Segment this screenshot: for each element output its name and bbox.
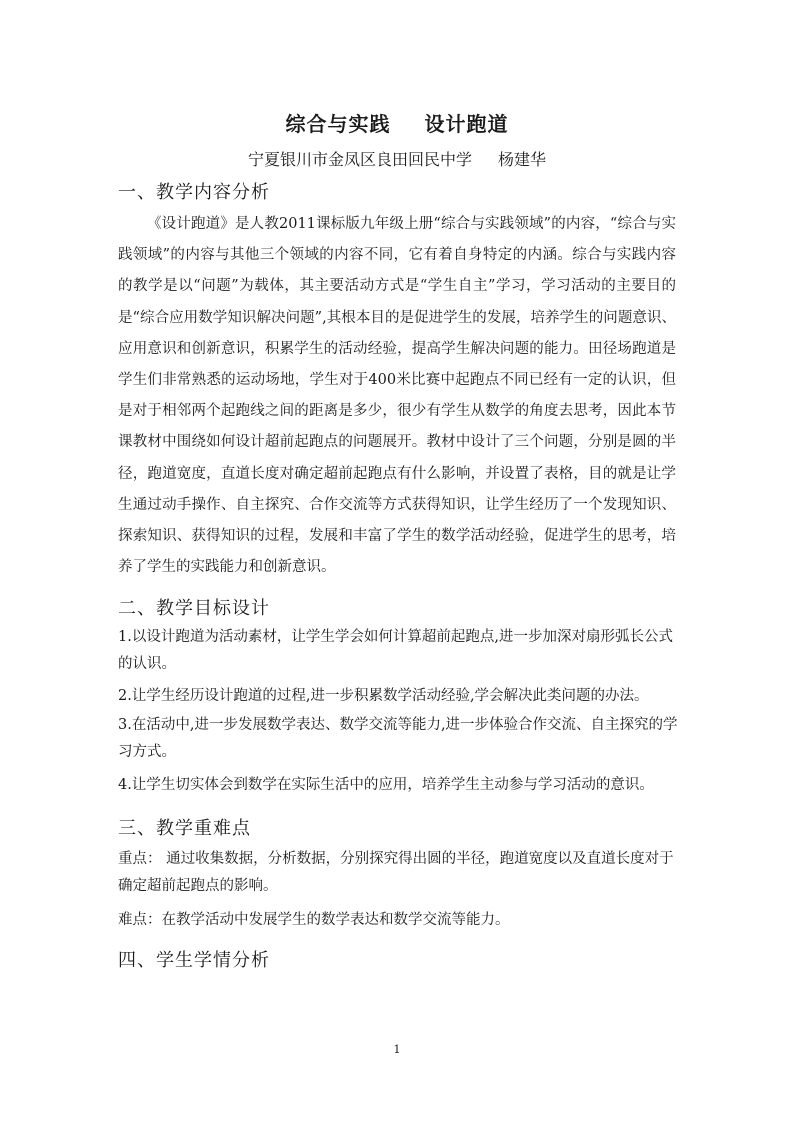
key-point: 重点： 通过收集数据，分析数据，分别探究得出圆的半径，跑道宽度以及直道长度对于确定超前起跑点的影响。 [118, 851, 674, 894]
difficult-point: 难点：在教学活动中发展学生的数学表达和数学交流等能力。 [118, 912, 510, 928]
section-1-body: 《设计跑道》是人教2011课标版九年级上册“综合与实践领域”的内容，“综合与实践领域”的内容与其他三个领域的内容不同，它有着自身特定的内涵。综合与实践内容的教学是以“问题”为载体，其主要活动方式是“学生自主”学习，学习活动的主要目的是“综合应用数学知识解决问题”,其根本目的是促进学生的发展，培养学生的问题意识、应用意识和创新意识，积累学生的活动经验，提高学生解决问题的能力。田径场跑道是学生们非常熟悉的运动场地，学生对于400米比赛中起跑点不同已经有一定的认识，但是对于相邻两个起跑线之间的距离是多少，很少有学生从数学的角度去思考，因此本节课教材中围绕如何设计超前起跑点的问题展开。教材中设计了三个问题，分别是圆的半径，跑道宽度，直道长度对确定超前起跑点有什么影响，并设置了表格，目的就是让学生通过动手操作、自主探究、合作交流等方式获得知识，让学生经历了一个发现知识、探索知识、获得知识的过程，发展和丰富了学生的数学活动经验，促进学生的思考，培养了学生的实践能力和创新意识。 [118, 216, 676, 576]
section-heading-3: 三、教学重难点 [118, 818, 251, 839]
author-line [0, 147, 794, 170]
document-title [0, 108, 794, 137]
title-part-2: 设计跑道 [424, 112, 509, 136]
title-part-1: 综合与实践 [285, 112, 391, 136]
objective-item-1: 1.以设计跑道为活动素材，让学生学会如何计算超前起跑点,进一步加深对扇形弧长公式的认识。 [118, 629, 673, 672]
section-heading-2: 二、教学目标设计 [118, 598, 270, 619]
page-number: 1 [393, 1043, 401, 1056]
objective-item-4: 4.让学生切实体会到数学在实际生活中的应用，培养学生主动参与学习活动的意识。 [118, 777, 654, 793]
objective-item-2: 2.让学生经历设计跑道的过程,进一步积累数学活动经验,学会解决此类问题的办法。 [118, 688, 649, 704]
section-heading-4: 四、学生学情分析 [118, 950, 270, 971]
author-school: 宁夏银川市金凤区良田回民中学 [247, 150, 472, 169]
section-heading-1: 一、教学内容分析 [118, 182, 270, 203]
objective-item-3: 3.在活动中,进一步发展数学表达、数学交流等能力,进一步体验合作交流、自主探究的学习方式。 [118, 717, 678, 760]
author-name: 杨建华 [498, 150, 547, 169]
